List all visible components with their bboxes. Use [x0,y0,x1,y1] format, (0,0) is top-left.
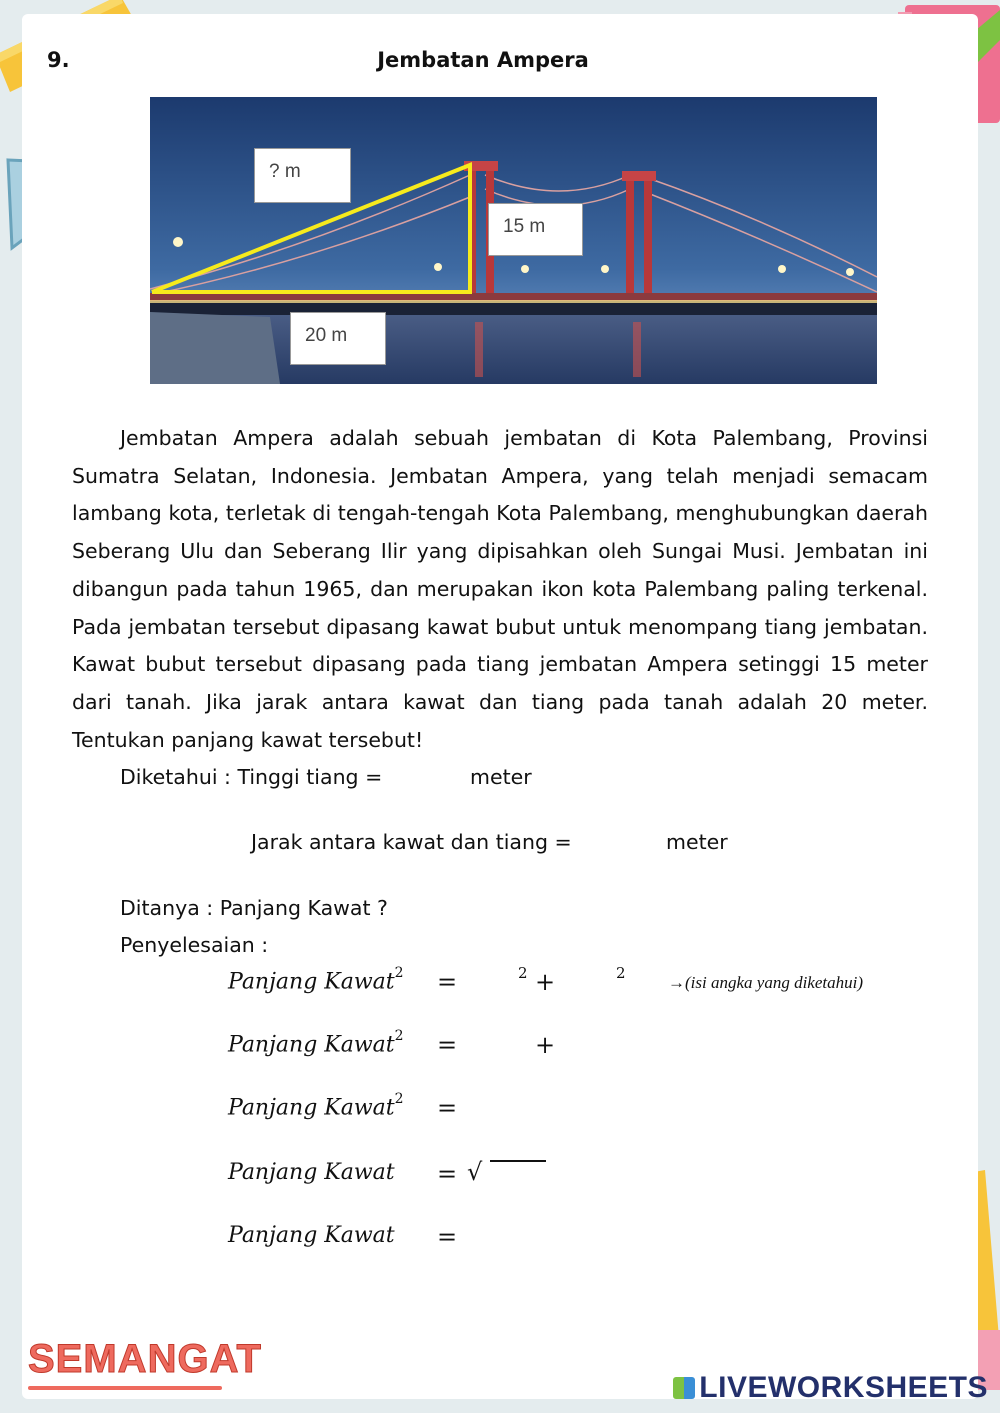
sqrt-icon: √ [467,1158,483,1186]
solution-label: Penyelesaian : [120,933,269,957]
liveworksheets-logo-icon [673,1377,695,1399]
eq3-sum-input[interactable] [468,1092,548,1122]
eq2-value-a-input[interactable] [468,1029,528,1059]
equals-sign: = [437,968,458,996]
eq5-answer-input[interactable] [468,1221,548,1251]
equation-row-1: Panjang Kawat$^2$ [228,965,404,995]
semangat-logo: SEMANGAT [28,1337,262,1381]
unit-meter-1: meter [470,765,532,789]
equation-row-5: Panjang Kawat [228,1223,395,1248]
eq2-value-b-input[interactable] [565,1029,625,1059]
eq1-value-a-input[interactable] [468,966,516,996]
problem-text: Jembatan Ampera adalah sebuah jembatan di Kota Palembang, Provinsi Sumatra Selatan, Indonesia. Jembatan Ampera, yang telah menjadi semacam lambang kota, terletak di tengah-tengah Kota Palembang, menghubungkan daerah Seberang Ulu dan Seberang Ilir yang dipisahkan oleh Sungai Musi. Jembatan ini dibangun pada tahun 1965, dan merupakan ikon kota Palembang paling terkenal. Pada jembatan tersebut dipasang kawat bubut untuk menompang tiang jembatan. Kawat bubut tersebut dipasang pada tiang jembatan Ampera setinggi 15 meter dari tanah. Jika jarak antara kawat dan tiang pada tanah adalah 20 meter. Tentukan panjang kawat tersebut! [72,426,928,752]
semangat-underline [28,1386,222,1390]
label-base: 20 m [290,312,386,365]
asked-text: Ditanya : Panjang Kawat ? [120,896,388,920]
equation-row-3: Panjang Kawat$^2$ [228,1091,404,1121]
sqrt-bar [490,1160,546,1162]
hint-text: →(isi angka yang diketahui) [668,973,863,992]
equation-row-2: Panjang Kawat$^2$ [228,1028,404,1058]
label-height: 15 m [488,203,583,256]
unit-meter-2: meter [666,830,728,854]
question-number: 9. [47,48,70,72]
known-distance-label: Jarak antara kawat dan tiang = [251,830,572,854]
equals-sign: = [437,1094,458,1122]
exponent-a: 2 [518,964,528,982]
eq1-value-b-input[interactable] [565,966,613,996]
page-title: Jembatan Ampera [377,48,589,72]
distance-answer-input[interactable] [592,828,658,856]
plus-sign: + [535,968,556,996]
label-hypotenuse: ? m [254,148,351,203]
equation-row-4: Panjang Kawat [228,1160,395,1185]
eq4-sqrt-input[interactable] [490,1164,546,1192]
liveworksheets-watermark: LIVEWORKSHEETS [673,1371,988,1405]
equals-sign: = [437,1031,458,1059]
known-height-label: Diketahui : Tinggi tiang = [120,765,383,789]
height-answer-input[interactable] [396,763,462,791]
plus-sign: + [535,1031,556,1059]
equals-sign: = [437,1223,458,1251]
problem-paragraph [72,420,928,759]
exponent-b: 2 [616,964,626,982]
bridge-photo [150,97,877,384]
equals-sign: = [437,1160,458,1188]
